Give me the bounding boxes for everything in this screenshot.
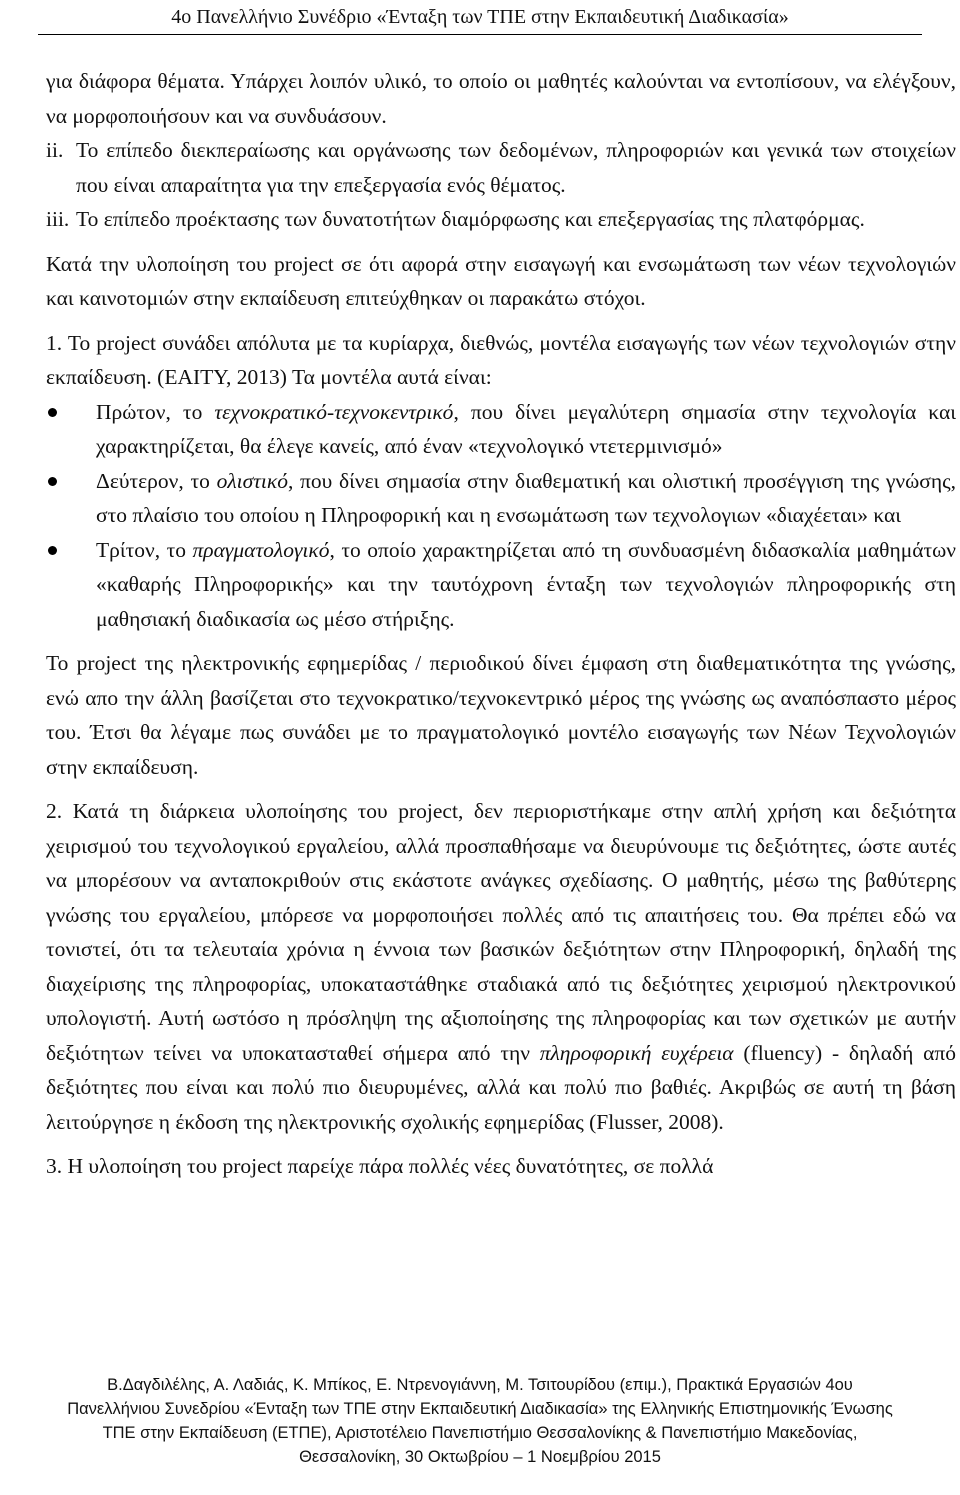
page-body: [46, 64, 956, 1184]
bullet-item: [46, 464, 956, 533]
bullet-emphasis: τεχνοκρατικό-τεχνοκεντρικό: [214, 399, 454, 424]
numbered-item-3: [46, 1149, 956, 1184]
item-text: Κατά τη διάρκεια υλοποίησης του project, δεν περιοριστήκαμε στην απλή χρήση και δεξιότητα χειρισμού του τεχνολογικού εργαλείου, αλλά προσπαθήσαμε να διευρύνουμε τις δεξιότητες, ώστε αυτές να μπορέσουν να ανταποκριθούν στις εκάστοτε ανάγκες σχεδίασης. Ο μαθητής, μέσω της βαθύτερης γνώσης του εργαλείου, μπόρεσε να μορφοποιήσει πολλές από τις απαιτήσεις του. Θα πρέπει εδώ να τονιστεί, ότι τα τελευταία χρόνια η έννοια των βασικών δεξιότητων στην Πληροφορική, δηλαδή της διαχείρισης της πληροφορίας, υποκαταστάθηκε σταδιακά από τις δεξιότητες χειρισμού ηλεκτρονικού υπολογιστή. Αυτή ωστόσο η πρόσληψη της αξιοποίησης της πληροφορίας και των σχετικών με αυτήν δεξιότητων τείνει να υποκατασταθεί σήμερα από την: [46, 799, 957, 1065]
running-header: 4ο Πανελλήνιο Συνέδριο «Ένταξη των ΤΠΕ στην Εκπαιδευτική Διαδικασία»: [171, 6, 789, 28]
item-number: 3.: [46, 1154, 63, 1178]
bullet-text: Τρίτον, το: [96, 537, 193, 562]
bullet-item: [46, 395, 956, 464]
bullet-text: , το οποίο χαρακτηρίζεται από τη συνδυασμένη διδασκαλία μαθημάτων «καθαρής Πληροφορικής» και την ταυτόχρονη ένταξη των τεχνολογιών πληροφορικής στη μαθησιακή διαδικασία ως μέσο στήριξης.: [96, 537, 956, 631]
item-text: Η υλοποίηση του project παρείχε πάρα πολλές νέες δυνατότητες, σε πολλά: [67, 1154, 714, 1178]
paragraph-intro-continuation: για διάφορα θέματα. Υπάρχει λοιπόν υλικό, το οποίο οι μαθητές καλούνται να εντοπίσουν, να ελέγξουν, να μορφοποιήσουν και να συνδυάσουν.: [46, 69, 956, 128]
roman-text: Το επίπεδο διεκπεραίωσης και οργάνωσης των δεδομένων, πληροφοριών και γενικά των στοιχείων που είναι απαραίτητα για την επεξεργασία ενός θέματος.: [76, 138, 956, 197]
item-text-citation: (ΕΑΙΤΥ, 2013) Τα μοντέλα αυτά είναι:: [157, 365, 492, 389]
bullet-emphasis: πραγματολογικό: [192, 537, 330, 562]
header-rule: [38, 34, 922, 35]
item-number: 2.: [46, 799, 63, 823]
bullet-emphasis: ολιστικό: [216, 468, 288, 493]
item-text: Το project συνάδει απόλυτα με τα κυρίαρχα, διεθνώς, μοντέλα εισαγωγής των νέων τεχνολογιών στην εκπαίδευση.: [46, 330, 956, 389]
roman-item-ii: [46, 133, 956, 202]
bullet-icon: [48, 546, 57, 555]
bullet-text: , που δίνει σημασία στην διαθεματική και ολιστική προσέγγιση της γνώσης, στο πλαίσιο του οποίου η Πληροφορική και η ενσωμάτωση των τεχνολογιων «διαχέεται» και: [96, 468, 956, 527]
bullet-text: , που δίνει μεγαλύτερη σημασία στην τεχνολογία και χαρακτηρίζεται, θα έλεγε κανείς, από έναν «τεχνολογικό ντετερμινισμό»: [96, 399, 956, 458]
bullet-text: Πρώτον, το: [96, 399, 215, 424]
roman-item-iii: [46, 202, 956, 237]
footer-line: Β.Δαγδιλέλης, Α. Λαδιάς, Κ. Μπίκος, Ε. Ντρενογιάννη, Μ. Τσιτουρίδου (επιμ.), Πρακτικά Εργασιών 4ου: [107, 1376, 853, 1394]
bullet-text: Δεύτερον, το: [96, 468, 217, 493]
paragraph-project: Το project της ηλεκτρονικής εφημερίδας / περιοδικού δίνει έμφαση στη διαθεματικότητα της γνώσης, ενώ απο την άλλη βασίζεται στο τεχνοκρατικο/τεχνοκεντρικό μέρος της γνώσης ως αναπόσπαστο μέρος του. Έτσι θα λέγαμε πως συνάδει με το πραγματολογικό μοντέλο εισαγωγής των Νέων Τεχνολογιών στην εκπαίδευση.: [46, 651, 956, 779]
roman-text: Το επίπεδο προέκτασης των δυνατοτήτων διαμόρφωσης και επεξεργασίας της πλατφόρμας.: [76, 207, 865, 231]
paragraph-goals: Κατά την υλοποίηση του project σε ότι αφορά στην εισαγωγή και ενσωμάτωση των νέων τεχνολογιών και καινοτομιών στην εκπαίδευση επιτεύχθηκαν οι παρακάτω στόχοι.: [46, 251, 956, 310]
item-text-continued: (fluency) - δηλαδή από δεξιότητες που είναι και πολύ πιο διευρυμένες, αλλά και πολύ πιο βαθιές. Ακριβώς σε αυτή τη βάση λειτούργησε η έκδοση της ηλεκτρονικής σχολικής εφημερίδας (Flusser, 2008).: [46, 1040, 956, 1134]
bullet-icon: [48, 477, 57, 486]
item-emphasis: πληροφορική ευχέρεια: [539, 1040, 734, 1065]
bullet-item: [46, 533, 956, 637]
page-footer: [0, 1373, 960, 1469]
roman-marker: ii.: [46, 138, 64, 162]
footer-line: Θεσσαλονίκη, 30 Οκτωβρίου – 1 Νοεμβρίου 2015: [299, 1448, 661, 1466]
roman-marker: iii.: [46, 207, 70, 231]
footer-line: Πανελλήνιου Συνεδρίου «Ένταξη των ΤΠΕ στην Εκπαιδευτική Διαδικασία» της Ελληνικής Επιστημονικής Ένωσης: [67, 1400, 893, 1418]
numbered-item-1: [46, 326, 956, 395]
numbered-item-2: [46, 794, 956, 1139]
item-number: 1.: [46, 330, 63, 355]
bullet-icon: [48, 408, 57, 417]
footer-line: ΤΠΕ στην Εκπαίδευση (ΕΤΠΕ), Αριστοτέλειο Πανεπιστήμιο Θεσσαλονίκης & Πανεπιστήμιο Μακεδονίας,: [102, 1424, 858, 1442]
